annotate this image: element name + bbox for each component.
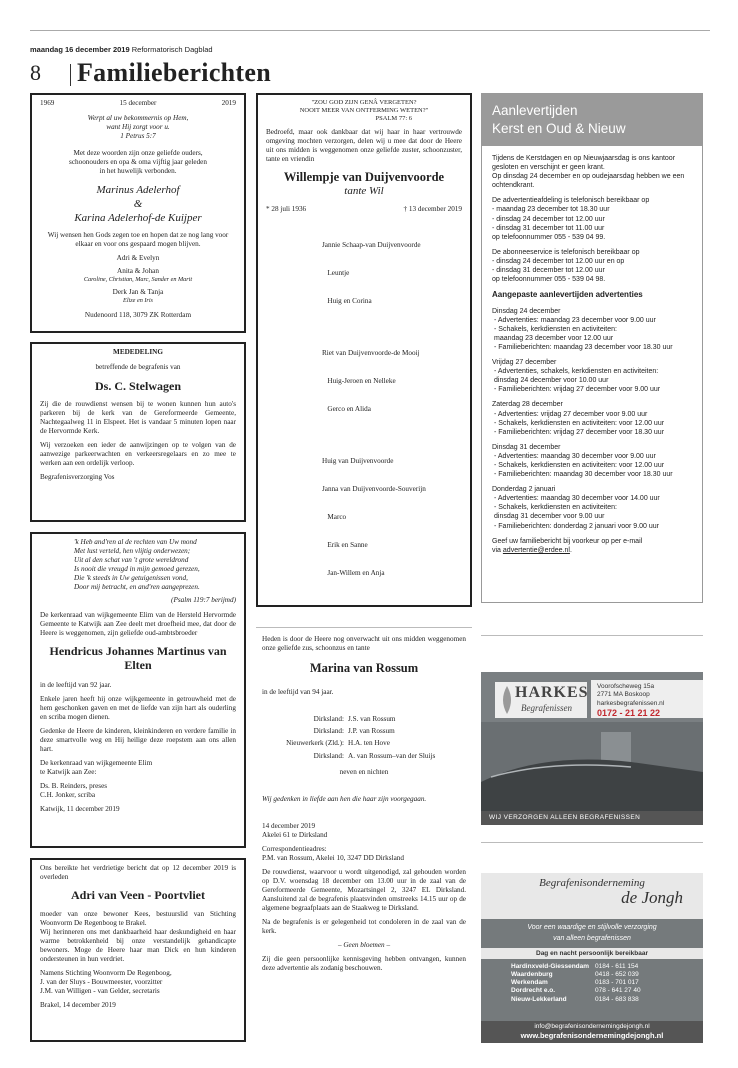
ad-day-block [492,485,692,530]
table-row [511,971,647,979]
born-date: * 28 juli 1936 [266,205,307,214]
rossum-name: Marina van Rossum [309,661,419,675]
phone-number: 078 - 641 27 40 [595,987,641,995]
ad-day-line: - Familieberichten: vrijdag 27 december voor 9.00 uur [494,386,661,394]
intro [40,149,236,176]
rossum-date: 14 december 2019 [262,821,316,830]
ad-day-block [492,358,692,394]
address: Nudenoord 118, 3079 ZK Rotterdam [84,310,192,319]
died-date: † 13 december 2019 [403,205,462,214]
table-row [511,987,647,995]
ad-p3-list [492,257,692,284]
ad-day-line: dinsdag 24 december voor 10.00 uur [494,377,609,385]
ad-subheading: Aangepaste aanlevertijden advertenties [492,290,643,300]
couple-name-1: Marinus Adelerhof [96,184,180,196]
quote-line-2: NOOIT MEER VAN ONTFERMING WETEN?" [299,107,429,115]
phone-place: Waardenburg [511,971,553,979]
harkes-contact [591,680,703,718]
page-header [30,45,710,54]
rossum-flowers: – Geen bloemen – [337,940,391,949]
phone-place: Dordrecht e.o. [511,987,556,995]
ad-title-1: Aanlevertijden [492,103,578,118]
phone-place: Werkendam [511,979,548,987]
dejongh-availability: Dag en nacht persoonlijk bereikbaar [481,948,703,959]
ad-day-line: dinsdag 31 december voor 9.00 uur [494,513,605,521]
verse [40,114,236,141]
year-right: 2019 [221,99,236,107]
dejongh-tag-1: Voor een waardige en stijlvolle verzorging [527,924,657,931]
phone-number: 0184 - 683 838 [595,995,639,1003]
ad-day-title: Zaterdag 28 december [492,401,563,409]
family-line: Erik en Sanne [322,540,368,549]
phone-number: 0183 - 701 017 [595,979,639,987]
quote-ref: PSALM 77: 6 [375,115,412,123]
family-line: Gerco en Alida [322,404,371,413]
rossum-who: J.S. van Rossum [348,715,396,723]
rossum-neven: neven en nichten [339,767,389,776]
rossum-who: H.A. ten Hove [348,739,390,748]
elten-age: in de leeftijd van 92 jaar. [40,680,112,689]
year-left: 1969 [40,99,55,107]
date-row [40,99,236,108]
harkes-phone: 0172 - 21 21 22 [597,708,661,719]
wish: Wij wensen hen Gods zegen toe en hopen dat ze nog lang voor elkaar en voor ons gespaard mogen blijven. [47,231,229,249]
family-line: Huig-Jeroen en Nelleke [322,376,396,385]
header-paper: Reformatorisch Dagblad [131,45,213,54]
family-line: Huig van Duijvenvoorde [322,456,394,465]
poortvliet-intro: Ons bereikte het verdrietige bericht dat op 12 december 2019 is overleden [40,864,236,881]
dejongh-logo [481,873,703,919]
table-row [511,963,647,971]
poortvliet-name: Adri van Veen - Poortvliet [71,888,205,902]
duijvenvoorde-name: Willempje van Duijvenvoorde [283,170,445,185]
harkes-web[interactable]: harkesbegrafenissen.nl [597,699,665,707]
ad-day-line: - Advertenties, schakels, kerkdiensten en activiteiten: [494,368,659,376]
ad-day-block [492,400,692,436]
ad-day-title: Dinsdag 24 december [492,307,561,315]
ad-day-line: - Familieberichten: maandag 23 december voor 18.30 uur [494,343,673,351]
ad-day-line: maandag 23 december voor 12.00 uur [494,334,614,342]
ad-day-line: - Advertenties: vrijdag 27 december voor 9.00 uur [494,410,648,418]
dejongh-web-strip [481,1021,703,1043]
rossum-place: Dirksland: [313,727,344,736]
ad-p2-list [492,205,692,241]
rossum-age: in de leeftijd van 94 jaar. [262,688,334,696]
mededeling-p2: Wij verzoeken een ieder de aanwijzingen op te volgen van de aanwezige parkeerwachten en verkeersregelaars en zo mee te werken aan een ordelijk verloop. [40,441,236,468]
ad-day-line: - Familieberichten: vrijdag 27 december voor 18.30 uur [494,428,665,436]
ad-day-title: Vrijdag 27 december [492,359,557,367]
top-rule [30,30,710,31]
rossum-place: Nieuwerkerk (Zld.): [286,739,344,748]
harkes-logo-text: HARKES [515,684,589,701]
poortvliet-p2: Wij herinneren ons met dankbaarheid haar deskundigheid en haar warme betrokkenheid bij onze verstandelijk gehandicapte bewoners. Moge de Heere haar man Dick en hun kinderen ondersteunen in hun verdriet. [40,928,236,964]
header-date: maandag 16 december 2019 [30,45,130,54]
poortvliet-s3: J.M. van Willigen - van Gelder, secretaris [40,987,160,996]
ad-day-line: - Familieberichten: maandag 30 december voor 18.30 uur [494,471,673,479]
ad-list-line: op telefoonnummer 055 - 539 04 99. [492,233,606,241]
elten-p1: Enkele jaren heeft hij onze wijkgemeente in getrouwheid met de hem geschonken gaven en met de liefde van zijn hart als ouderling en scriba mogen dienen. [40,694,236,721]
ad-day-line: - Advertenties: maandag 30 december voor 14.00 uur [494,495,660,503]
family-line: Riet van Duijvenvoorde-de Mooij [322,348,420,357]
family-line: Marco [322,512,347,521]
family-line: Leuntje [322,268,350,277]
poortvliet-notice [30,858,246,1042]
ad-day-title: Donderdag 2 januari [492,486,556,494]
quote-line-1: "ZOU GOD ZIJN GENÂ VERGETEN? [311,99,417,106]
mededeling-sub: betreffende de begrafenis van [95,363,181,371]
elten-p3a: De kerkenraad van wijkgemeente Elim [40,758,153,767]
harkes-city: 2771 MA Boskoop [597,691,650,699]
mededeling-notice [30,342,246,522]
family-line: Jan-Willem en Anja [322,569,385,578]
dejongh-tag-2: van alleen begrafenissen [553,934,631,942]
ad-foot-1: Geef uw familiebericht bij voorkeur op per e-mail [492,537,643,545]
intro-line: schoonouders en opa & oma vijftig jaar geleden [69,158,207,166]
family-gap [322,433,462,438]
dejongh-tagline [481,919,703,944]
ad-list-line: - dinsdag 24 december tot 12.00 uur [492,215,605,223]
ad-foot-via: via [492,546,501,554]
ad-p1: Tijdens de Kerstdagen en op Nieuwjaarsdag is ons kantoor gesloten en verschijnt er geen krant. [492,155,676,172]
poem-line: 'k Heb and'ren al de rechten van Uw mond [74,538,197,546]
family-gap [322,597,462,602]
ad-day-line: - Schakels, kerkdiensten en activiteiten: [494,325,617,333]
psalm-ref: (Psalm 119:7 berijmd) [171,596,236,604]
rossum-p2: Na de begrafenis is er gelegenheid tot condoleren in de zaal van de kerk. [262,917,466,935]
duijvenvoorde-nickname: tante Wil [344,185,384,198]
ad-list-line: - maandag 23 december tot 18.30 uur [492,206,610,214]
elten-intro: De kerkenraad van wijkgemeente Elim van de Hersteld Hervormde Gemeente te Katwijk aan Zee deelt met droefheid mee, dat door de Heere is weggenomen, zijn geliefde oud-ambtsbroeder [40,611,236,637]
aanlevertijden-ad [481,93,703,603]
rossum-row [262,750,466,762]
verse-line: 1 Petrus 5:7 [120,132,156,140]
section-title: Familieberichten [77,58,271,87]
right-separator-2 [481,842,703,843]
ad-p3: De abonneeservice is telefonisch bereikbaar op [492,248,640,256]
intro-line: in het huwelijk verbonden. [99,167,177,175]
poem-line: Uit al den schat van 't grote wereldrond [74,556,189,564]
rossum-p1: De rouwdienst, waarvoor u wordt uitgenodigd, zal gehouden worden op D.V. woensdag 18 december om 13.00 uur in de zaal van de Gereformeerde Gemeente, Mozartsingel 2, 3247 EL Dirksland. Aansluitend zal de begrafenis plaatsvinden omstreeks 14.15 uur op de algemene begraafplaats aan de Staakweg te Dirksland. [262,867,466,912]
mededeling-p1: Zij die de rouwdienst wensen bij te wonen kunnen hun auto's parkeren bij de kerk van de Gereformeerde Gemeente, Nachtegaalweg 11 in Elspeet. Het is vandaar 5 minuten lopen naar de Hervormde Kerk. [40,400,236,436]
anniversary-notice [30,93,246,333]
rossum-intro: Heden is door de Heere nog onverwacht uit ons midden weggenomen onze geliefde zus, schoonzus en tante [262,635,466,652]
ad-list-line: op telefoonnummer 055 - 539 04 98. [492,276,606,284]
leaf-icon [497,684,517,716]
date-mid: 15 december [119,99,157,107]
rossum-who: A. van Rossum–van der Sluijs [348,751,436,760]
ad-day-line: - Schakels, kerkdiensten en activiteiten: [494,504,617,512]
rossum-family [262,713,466,762]
ad-day-block [492,307,692,352]
ad-p1b: Op dinsdag 24 december en op oudejaarsdag hebben we een ochtendkrant. [492,173,685,190]
email-link[interactable]: advertentie@erdee.nl [502,546,570,554]
dejongh-website[interactable]: www.begrafenisondernemingdejongh.nl [520,1031,664,1041]
mededeling-name: Ds. C. Stelwagen [95,379,181,393]
family-line: Jannie Schaap-van Duijvenvoorde [322,240,421,249]
ad-body [482,146,702,563]
family-3-children: Elize en Iris [123,297,153,304]
phone-place: Nieuw-Lekkerland [511,995,567,1003]
ad-list-line: - dinsdag 31 december tot 11.00 uur [492,224,605,232]
van-elten-notice [30,532,246,848]
mededeling-sign: Begrafenisverzorging Vos [40,473,115,482]
family-1: Adri & Evelyn [116,254,160,263]
phone-place: Hardinxveld-Giessendam [511,963,590,970]
ad-day-line: - Familieberichten: donderdag 2 januari voor 9.00 uur [494,522,659,530]
elten-name: Hendricus Johannes Martinus van Elten [49,644,227,673]
elten-p2: Gedenke de Heere de kinderen, kleinkinderen en verdere familie in deze smartvolle weg en Hij heilige deze roepstem aan ons allen hart. [40,726,236,753]
duijvenvoorde-intro: Bedroefd, maar ook dankbaar dat wij haar in haar vertrouwde omgeving mochten verzorgen, delen wij u mee dat door de Heere uit ons midden is weggenomen onze geliefde zuster, schoonzuster, tante en vriendin [266,128,462,164]
elten-p3b: te Katwijk aan Zee: [40,767,97,776]
ad-list-line: - dinsdag 31 december tot 12.00 uur [492,267,605,275]
dejongh-logo-2: de Jongh [621,888,683,908]
table-row [511,979,647,987]
page-number: 8 [30,60,41,85]
harkes-street: Voorofscheweg 15a [597,683,655,690]
rossum-row [262,725,466,737]
rossum-addr: Akelei 61 te Dirksland [262,830,328,839]
life-dates [266,205,462,214]
elten-sig2: C.H. Jonker, scriba [40,790,96,799]
ad-day-line: - Advertenties: maandag 23 december voor 9.00 uur [494,316,656,324]
verse-line: Werpt al uw bekommernis op Hem, [87,114,189,122]
rossum-who: J.P. van Rossum [348,727,395,736]
dejongh-ad [481,873,703,1043]
ad-day-title: Dinsdag 31 december [492,443,561,451]
poem [40,538,236,592]
rossum-place: Dirksland: [313,751,344,760]
duijvenvoorde-notice [256,93,472,607]
family-line: Huig en Corina [322,297,372,305]
family-line: Janna van Duijvenvoorde-Souverijn [322,484,426,493]
ad-day-block [492,443,692,479]
harkes-logo [495,682,587,718]
rossum-top-rule [256,627,472,628]
dejongh-logo-1: Begrafenisonderneming [539,877,645,889]
ad-list-line: - dinsdag 24 december tot 12.00 uur en op [492,257,625,265]
elten-place: Katwijk, 11 december 2019 [40,804,120,813]
verse-line: want Hij zorgt voor u. [106,123,170,131]
elten-sig1: Ds. B. Reinders, preses [40,781,108,790]
family-gap [322,325,462,330]
rossum-corr1: Correspondentieadres: [262,844,327,853]
family-2-children: Caroline, Christian, Marc, Sander en Marit [83,276,193,284]
dejongh-phone-table [511,963,647,1004]
poem-line: Door mij betracht, en and'ren aangeprezen. [74,583,200,591]
harkes-logo-sub: Begrafenissen [521,703,572,713]
phone-number: 0184 - 611 154 [595,963,639,970]
page-divider [70,64,71,86]
ad-day-line: - Schakels, kerkdiensten en activiteiten: voor 12.00 uur [494,419,665,427]
dejongh-email[interactable]: info@begrafenisondernemingdejongh.nl [534,1022,650,1030]
couple-name-2: Karina Adelerhof-de Kuijper [74,211,202,224]
ad-day-line: - Advertenties: maandag 30 december voor 9.00 uur [494,452,656,460]
poortvliet-s1: Namens Stichting Woonvorm De Regenboog, [40,969,172,978]
rossum-memory: Wij gedenken in liefde aan hen die haar zijn voorgegaan. [262,794,427,803]
rossum-place: Dirksland: [313,715,344,723]
poortvliet-s2: J. van der Sluys - Bouwmeester, voorzitter [40,978,163,987]
ad-day-line: - Schakels, kerkdiensten en activiteiten: voor 12.00 uur [494,462,665,470]
ad-foot-dot: . [569,546,572,554]
poem-line: Is nooit die vreugd in mijn gemoed gerezen, [74,565,200,573]
table-row [511,996,647,1004]
poortvliet-place: Brakel, 14 december 2019 [40,1001,116,1010]
intro-line: Met deze woorden zijn onze geliefde ouders, [73,149,203,157]
rossum-corr2: P.M. van Rossum, Akelei 10, 3247 DD Dirksland [262,853,404,862]
poem-line: Met lust verteld, hen vlijtig onderwezen; [74,547,191,555]
phone-number: 0418 - 652 039 [595,971,639,979]
ad-p2: De advertentieafdeling is telefonisch bereikbaar op [492,197,650,205]
harkes-ad [481,672,703,825]
harkes-strip: WIJ VERZORGEN ALLEEN BEGRAFENISSEN [481,811,703,825]
rossum-final: Zij die geen persoonlijke kennisgeving hebben ontvangen, kunnen deze advertentie als zodanig beschouwen. [262,954,466,972]
rossum-row [262,713,466,725]
poortvliet-p1: moeder van onze bewoner Kees, bestuurslid van Stichting Woonvorm De Regenboog te Brakel. [40,910,236,928]
rossum-row [262,737,466,749]
ad-foot-2 [492,546,692,555]
family-list [266,222,462,607]
right-separator [481,635,703,636]
ad-title-2: Kerst en Oud & Nieuw [492,120,626,136]
family-2: Anita & Johan [117,267,159,276]
rossum-notice [256,627,472,1042]
ampersand: & [133,197,143,210]
mededeling-title: MEDEDELING [113,348,163,356]
family-3: Derk Jan & Tanja [112,288,164,296]
ad-header [482,94,702,146]
poem-line: Die 'k steeds in Uw getuigenissen vond, [74,574,188,582]
